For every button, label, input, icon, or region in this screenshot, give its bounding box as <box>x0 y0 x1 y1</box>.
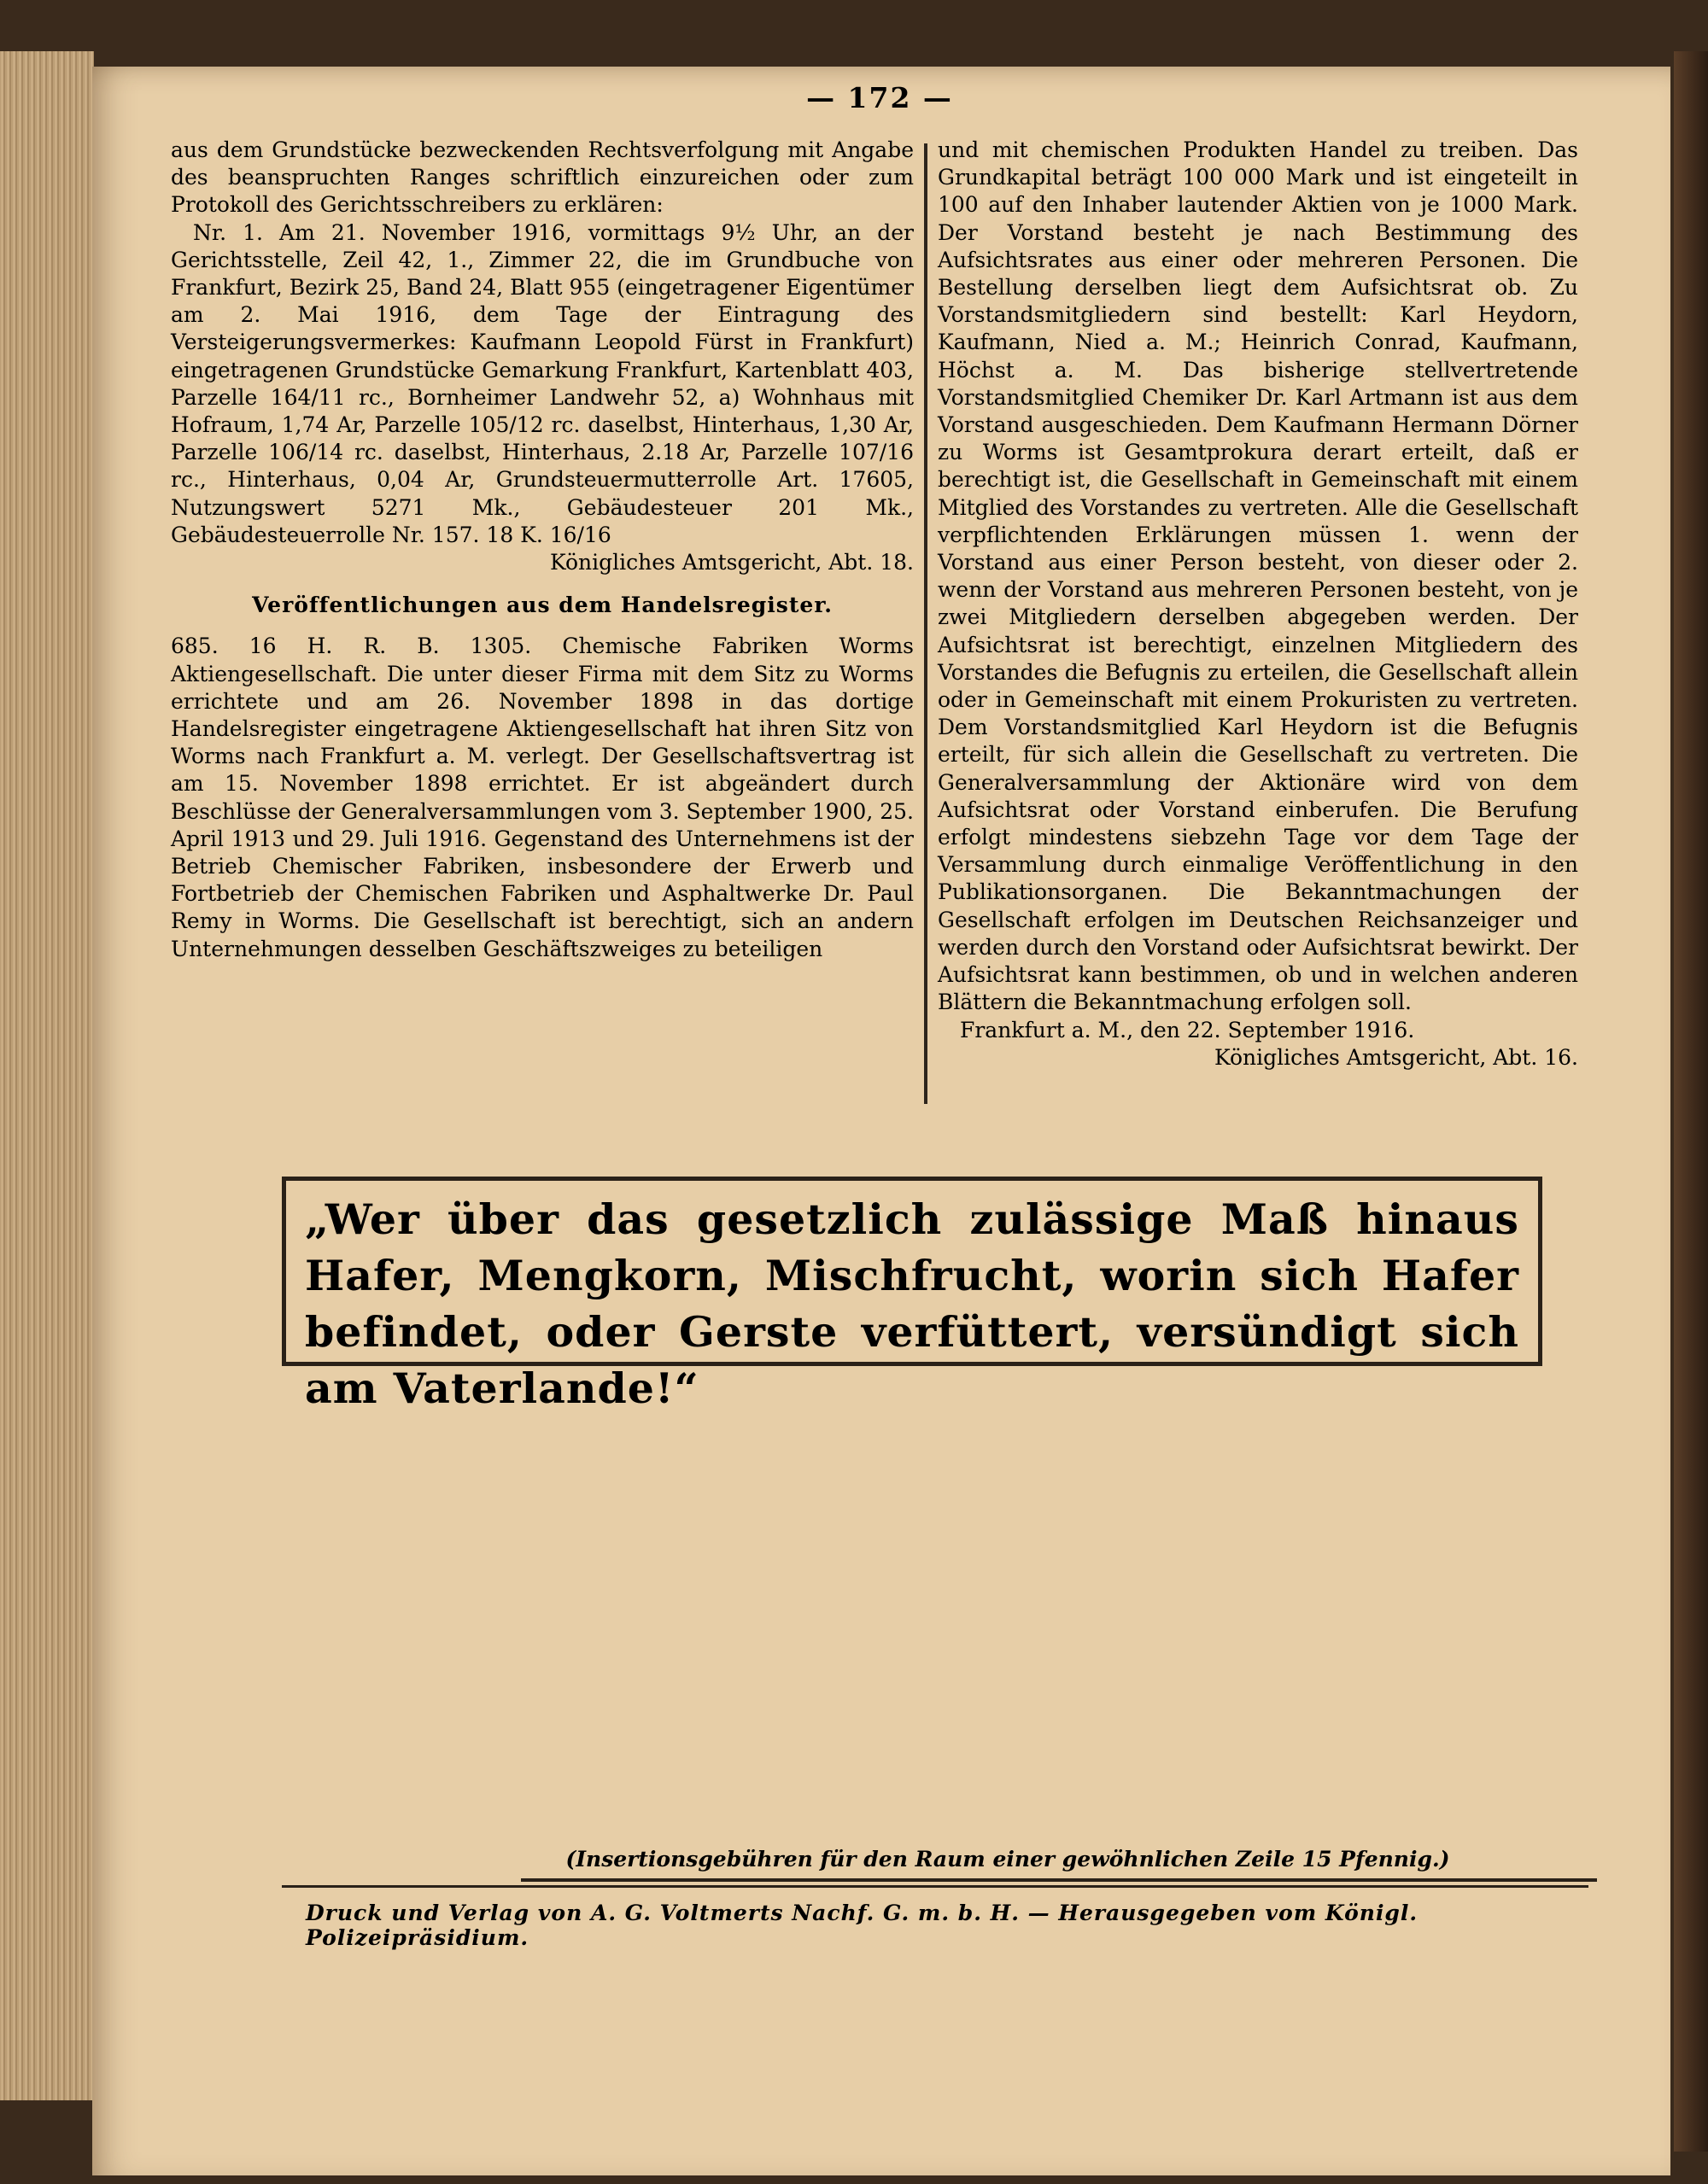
boxed-notice-text: „Wer über das gesetzlich zulässige Maß hinaus Hafer, Mengkorn, Mischfrucht, worin sich Hafer befindet, oder Gerste verfüttert, versündigt sich am Vaterlande!“ <box>305 1194 1519 1413</box>
footer-rule <box>282 1885 1588 1888</box>
boxed-notice <box>282 1177 1542 1413</box>
court-signature-right: Königliches Amtsgericht, Abt. 16. <box>1214 1044 1578 1070</box>
fee-rule <box>521 1878 1597 1882</box>
register-entry-text: 685. 16 H. R. B. 1305. Chemische Fabriken Worms Aktiengesellschaft. Die unter dieser Firma mit dem Sitz zu Worms errichtete und am 26. November 1898 in das dortige Handelsregister eingetragene Aktiengesellschaft hat ihren Sitz von Worms nach Frankfurt a. M. verlegt. Der Gesellschaftsvertrag ist am 15. November 1898 errichtet. Er ist abgeändert durch Beschlüsse der Generalversammlungen vom 3. September 1900, 25. April 1913 und 29. Juli 1916. Gegenstand des Unternehmens ist der Betrieb Chemischer Fabriken, insbesondere der Erwerb und Fortbetrieb der Chemischen Fabriken und Asphaltwerke Dr. Paul Remy in Worms. Die Gesellschaft ist berechtigt, sich an andern Unternehmungen desselben Geschäftszweiges zu beteiligen <box>171 634 914 961</box>
right-column <box>938 137 1578 1072</box>
imprint: Druck und Verlag von A. G. Voltmerts Nachf. G. m. b. H. — Herausgegeben vom Königl. Polizeipräsidium. <box>306 1901 1418 1950</box>
section-heading: Veröffentlichungen aus dem Handelsregister. <box>252 593 833 618</box>
auction-intro-text: aus dem Grundstücke bezweckenden Rechtsverfolgung mit Angabe des beanspruchten Ranges schriftlich einzureichen oder zum Protokoll des Gerichtsschreibers zu erklären: <box>171 137 914 218</box>
fee-note: (Insertionsgebühren für den Raum einer gewöhnlichen Zeile 15 Pfennig.) <box>565 1847 1450 1872</box>
column-divider <box>924 143 927 1104</box>
dateline: Frankfurt a. M., den 22. September 1916. <box>960 1017 1415 1042</box>
auction-notice-text: Nr. 1. Am 21. November 1916, vormittags 9½ Uhr, an der Gerichtsstelle, Zeil 42, 1., Zimmer 22, die im Grundbuche von Frankfurt, Bezirk 25, Band 24, Blatt 955 (eingetragener Eigentümer am 2. Mai 1916, dem Tage der Eintragung des Versteigerungsvermerkes: Kaufmann Leopold Fürst in Frankfurt) eingetragenen Grundstücke Gemarkung Frankfurt, Kartenblatt 403, Parzelle 164/11 rc., Bornheimer Landwehr 52, a) Wohnhaus mit Hofraum, 1,74 Ar, Parzelle 105/12 rc. daselbst, Hinterhaus, 1,30 Ar, Parzelle 106/14 rc. daselbst, Hinterhaus, 2.18 Ar, Parzelle 107/16 rc., Hinterhaus, 0,04 Ar, Grundsteuermutterrolle Art. 17605, Nutzungswert 5271 Mk., Gebäudesteuer 201 Mk., Gebäudesteuerrolle Nr. 157. 18 K. 16/16 <box>171 219 914 547</box>
page-number: — 172 — <box>806 81 953 114</box>
book-page-edges <box>0 51 94 2100</box>
court-signature-left: Königliches Amtsgericht, Abt. 18. <box>549 550 914 575</box>
left-column <box>171 137 914 963</box>
book-cover-edge <box>1674 51 1708 2152</box>
register-entry-continued-text: und mit chemischen Produkten Handel zu treiben. Das Grundkapital beträgt 100 000 Mark und ist eingeteilt in 100 auf den Inhaber lautender Aktien von je 1000 Mark. Der Vorstand besteht je nach Bestimmung des Aufsichtsrates aus einer oder mehreren Personen. Die Bestellung derselben liegt dem Aufsichtsrat ob. Zu Vorstandsmitgliedern sind bestellt: Karl Heydorn, Kaufmann, Nied a. M.; Heinrich Conrad, Kaufmann, Höchst a. M. Das bisherige stellvertretende Vorstandsmitglied Chemiker Dr. Karl Artmann ist aus dem Vorstand ausgeschieden. Dem Kaufmann Hermann Dörner zu Worms ist Gesamtprokura derart erteilt, daß er berechtigt ist, die Gesellschaft in Gemeinschaft mit einem Mitglied des Vorstandes zu vertreten. Alle die Gesellschaft verpflichtenden Erklärungen müssen 1. wenn der Vorstand aus einer Person besteht, von dieser oder 2. wenn der Vorstand aus mehreren Personen besteht, von je zwei Mitgliedern derselben abgegeben werden. Der Aufsichtsrat ist berechtigt, einzelnen Mitgliedern des Vorstandes die Befugnis zu erteilen, die Gesellschaft allein oder in Gemeinschaft mit einem Prokuristen zu vertreten. Dem Vorstandsmitglied Karl Heydorn ist die Befugnis erteilt, für sich allein die Gesellschaft zu vertreten. Die Generalversammlung der Aktionäre wird von dem Aufsichtsrat oder Vorstand einberufen. Die Berufung erfolgt mindestens siebzehn Tage vor dem Tage der Versammlung durch einmalige Veröffentlichung in den Publikationsorganen. Die Bekanntmachungen der Gesellschaft erfolgen im Deutschen Reichsanzeiger und werden durch den Vorstand oder Aufsichtsrat bewirkt. Der Aufsichtsrat kann bestimmen, ob und in welchen anderen Blättern die Bekanntmachung erfolgen soll. <box>938 137 1578 1015</box>
